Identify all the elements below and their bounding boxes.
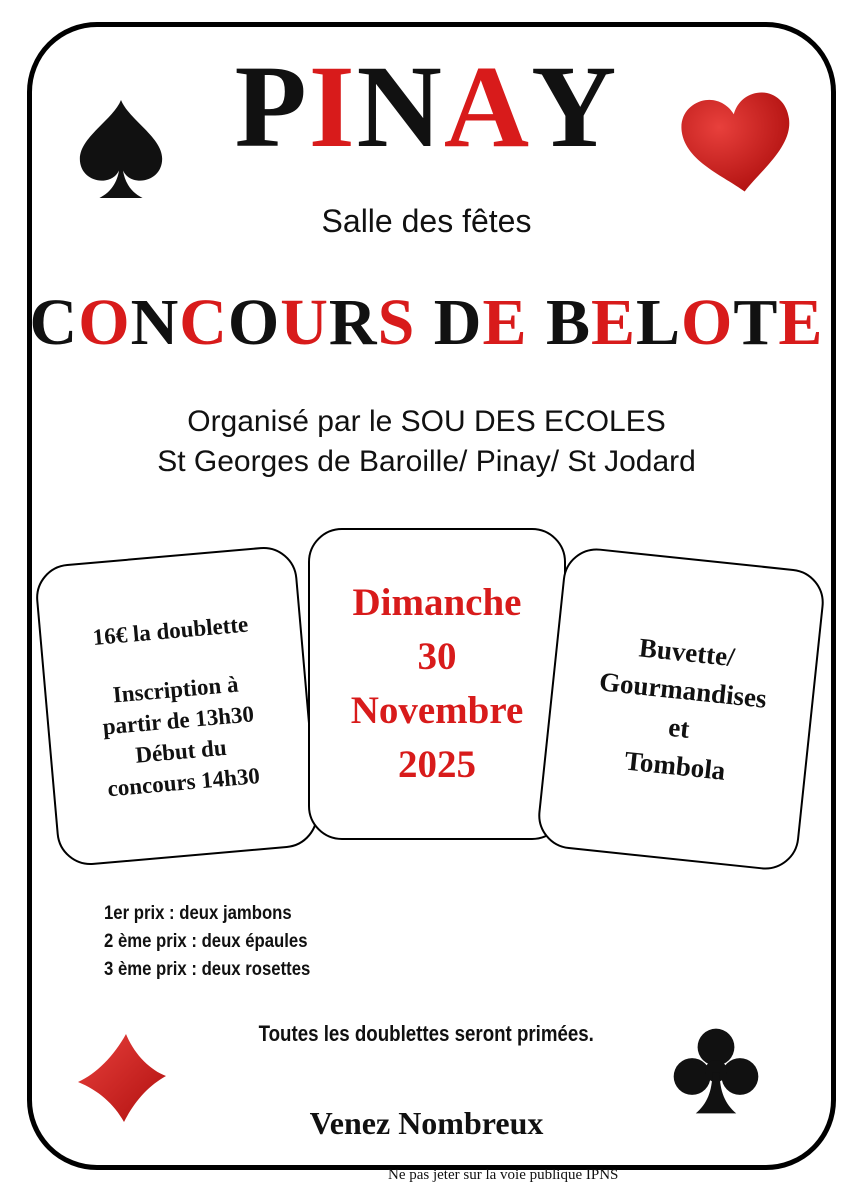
organizer-block <box>0 402 853 482</box>
date-year: 2025 <box>398 743 476 786</box>
refreshments-line-1: Buvette/ <box>637 632 737 673</box>
refreshments-line-4: Tombola <box>623 745 727 786</box>
prize-notice-text: Toutes les doublettes seront primées. <box>258 1021 595 1046</box>
headline-letter: O <box>78 286 131 359</box>
start-line-1: Début du <box>134 734 228 768</box>
headline-letter: D <box>433 286 483 359</box>
registration-line-1: Inscription à <box>111 671 240 708</box>
date-number: 30 <box>417 635 457 678</box>
town-title <box>0 41 853 172</box>
prize-notice <box>0 1021 853 1047</box>
headline-letter <box>415 290 433 356</box>
registration-line-2: partir de 13h30 <box>101 700 255 740</box>
title-letter: I <box>308 41 357 172</box>
title-letter: N <box>356 41 444 172</box>
headline-letter: U <box>280 286 329 359</box>
start-line-2: concours 14h30 <box>106 762 261 801</box>
refreshments-line-2: Gourmandises <box>597 666 769 714</box>
headline-letter: L <box>636 286 682 359</box>
headline-letter <box>527 290 545 356</box>
headline-letter: C <box>29 286 79 359</box>
organizer-line-2: St Georges de Baroille/ Pinay/ St Jodard <box>157 445 696 478</box>
legal-footnote: Ne pas jeter sur la voie publique IPNS <box>388 1167 619 1183</box>
event-headline <box>0 286 853 359</box>
headline-letter: E <box>590 286 637 359</box>
headline-letter: B <box>545 286 591 359</box>
headline-letter: R <box>328 286 378 359</box>
prize-item-2: 2 ème prix : deux épaules <box>104 931 308 952</box>
title-letter: A <box>443 41 532 172</box>
prize-item-1: 1er prix : deux jambons <box>104 903 292 924</box>
headline-letter: C <box>179 286 228 359</box>
headline-letter: N <box>130 286 180 359</box>
headline-letter: T <box>733 286 779 359</box>
date-card <box>308 528 566 840</box>
price-text: 16€ la doublette <box>91 611 250 650</box>
prize-list <box>104 900 310 984</box>
headline-letter: O <box>227 286 281 359</box>
title-letter: P <box>234 41 309 172</box>
organizer-line-1: Organisé par le SOU DES ECOLES <box>187 405 666 438</box>
refreshments-card <box>535 545 827 873</box>
headline-letter: E <box>778 286 824 359</box>
closing-call: Venez Nombreux <box>309 1105 544 1141</box>
prize-item-3: 3 ème prix : deux rosettes <box>104 959 311 980</box>
headline-letter: O <box>681 286 734 359</box>
title-letter: Y <box>531 41 619 172</box>
date-month: Novembre <box>350 689 524 732</box>
date-day: Dimanche <box>352 581 522 624</box>
headline-letter: S <box>377 286 416 359</box>
price-schedule-card <box>33 544 320 868</box>
refreshments-line-3: et <box>667 711 692 744</box>
venue-label: Salle des fêtes <box>321 203 532 239</box>
headline-letter: E <box>482 286 528 359</box>
